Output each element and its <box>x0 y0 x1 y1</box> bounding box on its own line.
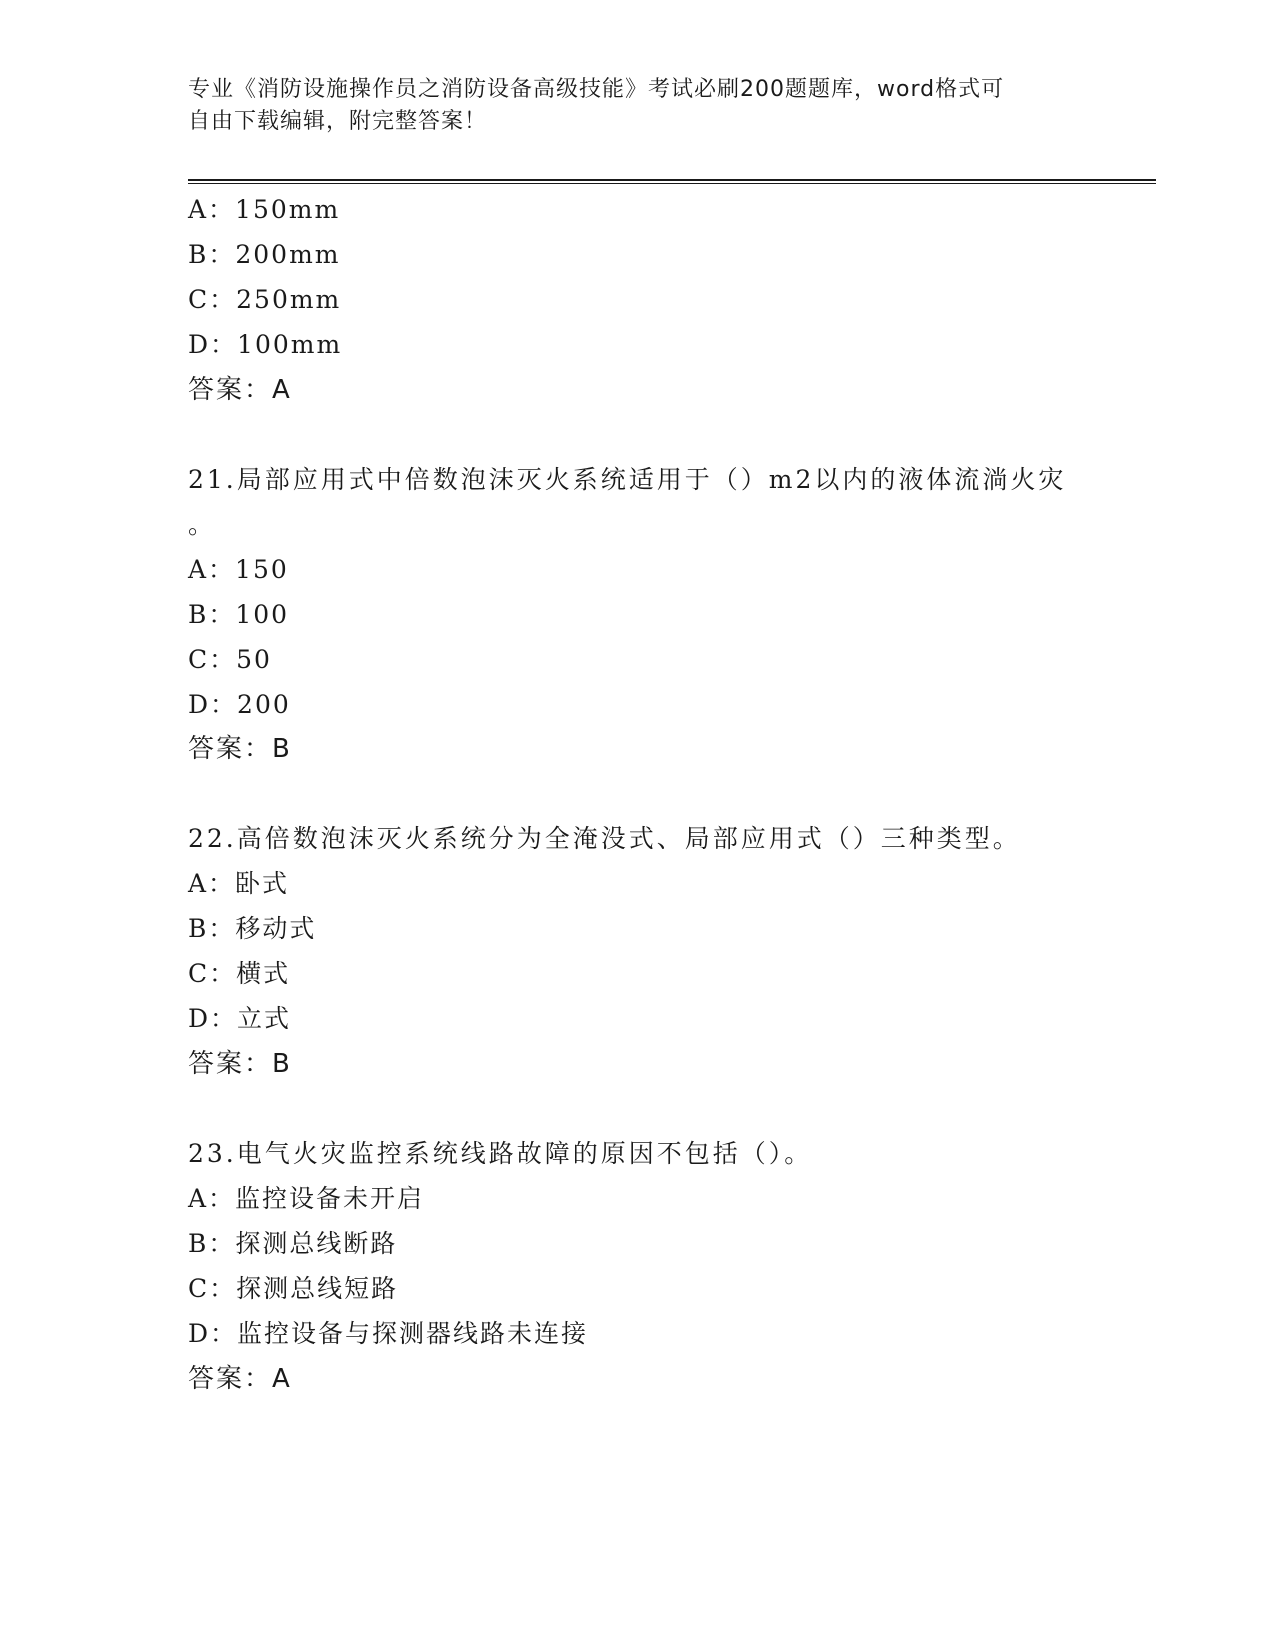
prev-answer: 答案：A <box>188 375 292 405</box>
q22-answer: 答案：B <box>188 1049 292 1079</box>
document-header <box>188 74 1088 138</box>
header-line-1: 专业《消防设施操作员之消防设备高级技能》考试必刷200题题库，word格式可 <box>188 77 1005 102</box>
q23-option-b: B：探测总线断路 <box>188 1229 398 1258</box>
prev-option-b: B：200mm <box>188 240 341 269</box>
q21-stem-line-2: 。 <box>188 510 217 539</box>
q21-option-b: B：100 <box>188 600 290 629</box>
q22-option-a: A：卧式 <box>188 869 290 898</box>
q21-stem-line-1: 21.局部应用式中倍数泡沫灭火系统适用于（）m2以内的液体流淌火灾 <box>188 465 1067 494</box>
q22-stem: 22.高倍数泡沫灭火系统分为全淹没式、局部应用式（）三种类型。 <box>188 824 1021 853</box>
prev-option-a: A：150mm <box>188 195 341 224</box>
q21-option-a: A：150 <box>188 555 289 584</box>
q23-option-d: D：监控设备与探测器线路未连接 <box>188 1319 589 1348</box>
header-divider <box>188 179 1156 184</box>
q23-stem: 23.电气火灾监控系统线路故障的原因不包括（）。 <box>188 1139 813 1168</box>
q23-option-c: C：探测总线短路 <box>188 1274 399 1303</box>
prev-option-d: D：100mm <box>188 330 343 359</box>
q21-answer: 答案：B <box>188 734 292 764</box>
header-line-2: 自由下载编辑，附完整答案！ <box>188 109 488 134</box>
q22-option-d: D：立式 <box>188 1004 292 1033</box>
prev-option-c: C：250mm <box>188 285 342 314</box>
q23-option-a: A：监控设备未开启 <box>188 1184 425 1213</box>
q22-option-c: C：横式 <box>188 959 291 988</box>
q21-option-d: D：200 <box>188 690 291 719</box>
q21-option-c: C：50 <box>188 645 272 674</box>
q23-answer: 答案：A <box>188 1364 292 1394</box>
q22-option-b: B：移动式 <box>188 914 317 943</box>
